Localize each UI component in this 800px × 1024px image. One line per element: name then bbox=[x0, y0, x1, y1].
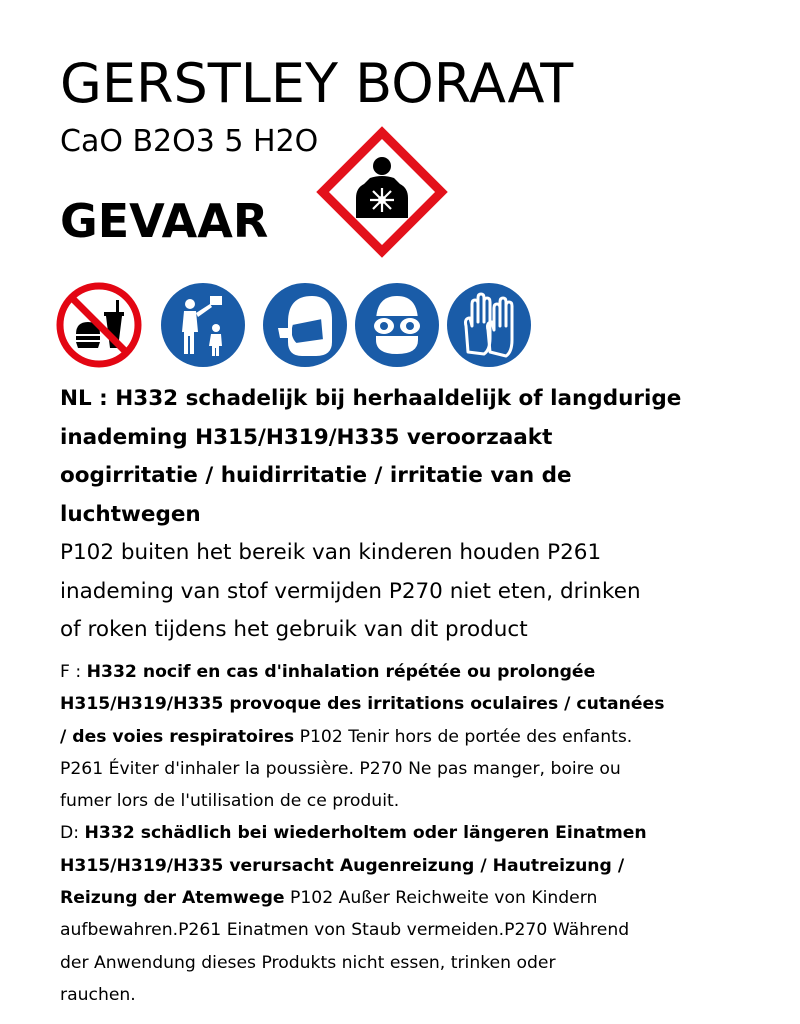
nl-h-statements: H332 schadelijk bij herhaaldelijk of langdurige inademing H315/H319/H335 veroorzaakt oogirritatie / huidirritatie / irritatie van de luchtwegen bbox=[60, 386, 682, 527]
dust-mask-icon bbox=[262, 282, 348, 368]
fr-language-prefix: F : bbox=[60, 662, 87, 682]
safety-goggles-icon bbox=[354, 282, 440, 368]
nl-precaution-statements: P102 buiten het bereik van kinderen houden P261 inademing van stof vermijden P270 niet eten, drinken of roken tijdens het gebruik van dit product bbox=[60, 540, 641, 642]
fr-p-statements: P102 Tenir hors de portée des enfants. P261 Éviter d'inhaler la poussière. P270 Ne pas manger, boire ou fumer lors de l'utilisation de ce produit. bbox=[60, 726, 633, 812]
protective-gloves-icon bbox=[446, 282, 532, 368]
nl-language-prefix: NL : bbox=[60, 386, 116, 411]
de-language-prefix: D: bbox=[60, 823, 85, 844]
fr-de-statements bbox=[60, 656, 760, 1011]
chemical-formula: CaO B2O3 5 H2O bbox=[60, 124, 319, 159]
keep-away-from-children-icon bbox=[160, 282, 246, 368]
de-h-statements: H332 schädlich bei wiederholtem oder längeren Einatmen H315/H319/H335 verursacht Augenreizung / Hautreizung / Reizung der Atemwege bbox=[60, 823, 647, 909]
signal-word: GEVAAR bbox=[60, 194, 269, 248]
fr-h-statements: H332 nocif en cas d'inhalation répétée ou prolongée H315/H319/H335 provoque des irritations oculaires / cutanées / des voies respiratoires bbox=[60, 662, 665, 747]
de-p-statements: P102 Außer Reichweite von Kindern aufbewahren.P261 Einatmen von Staub vermeiden.P270 Während der Anwendung dieses Produkts nicht essen, trinken oder rauchen. bbox=[60, 888, 630, 1005]
product-title: GERSTLEY BORAAT bbox=[60, 52, 574, 115]
no-eating-drinking-icon bbox=[56, 282, 142, 368]
health-hazard-icon bbox=[316, 126, 448, 258]
nl-hazard-statements bbox=[60, 380, 760, 534]
